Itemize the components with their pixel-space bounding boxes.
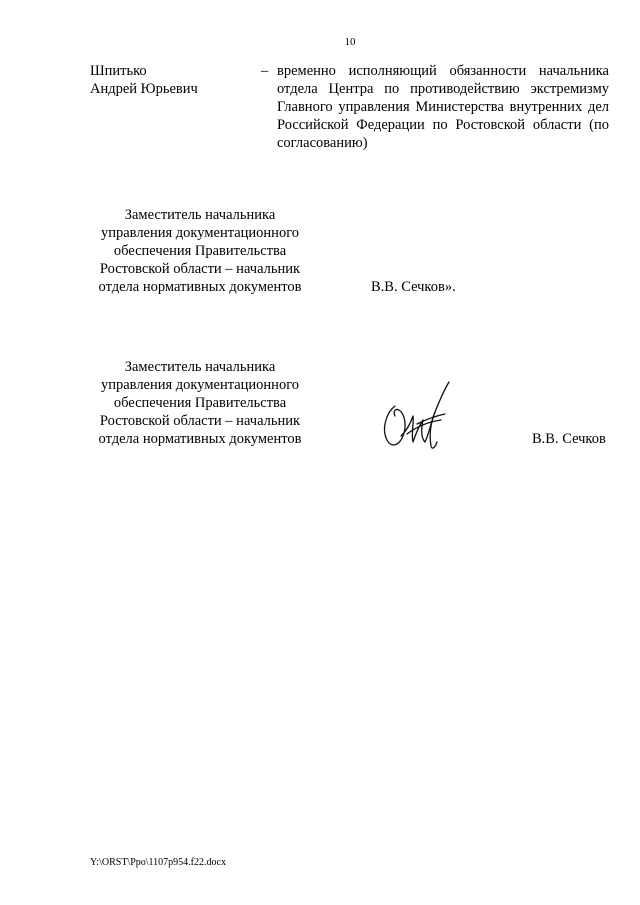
signatory-title-line: управления документационного	[100, 225, 300, 241]
member-given-names: Андрей Юрьевич	[90, 81, 198, 97]
signatory-title-line: Заместитель начальника	[124, 359, 276, 375]
signatory-name-2: В.В. Сечков	[532, 431, 606, 447]
member-surname: Шпитько	[90, 63, 147, 79]
signatory-title-2	[90, 358, 310, 448]
page-number: 10	[344, 36, 356, 48]
member-dash: –	[261, 63, 269, 79]
handwritten-signature	[377, 376, 457, 456]
member-role: временно исполняющий обязанности начальника отдела Центра по противодействию экстремизму Главного управления Министерства внутренних дел Российской Федерации по Ростовской области (по согласованию)	[277, 63, 609, 151]
signatory-title-line: обеспечения Правительства	[113, 243, 287, 259]
signatory-title-1	[90, 206, 310, 296]
signatory-title-line: Ростовской области – начальник	[99, 413, 301, 429]
footer-file-path: Y:\ORST\Ppo\1107p954.f22.docx	[90, 857, 226, 868]
signatory-name-1: В.В. Сечков».	[371, 279, 456, 295]
signatory-title-line: Заместитель начальника	[124, 207, 276, 223]
signatory-title-line: отдела нормативных документов	[98, 279, 302, 295]
signatory-title-line: отдела нормативных документов	[98, 431, 302, 447]
signatory-title-line: обеспечения Правительства	[113, 395, 287, 411]
signatory-title-line: Ростовской области – начальник	[99, 261, 301, 277]
signatory-title-line: управления документационного	[100, 377, 300, 393]
member-name	[90, 62, 260, 98]
